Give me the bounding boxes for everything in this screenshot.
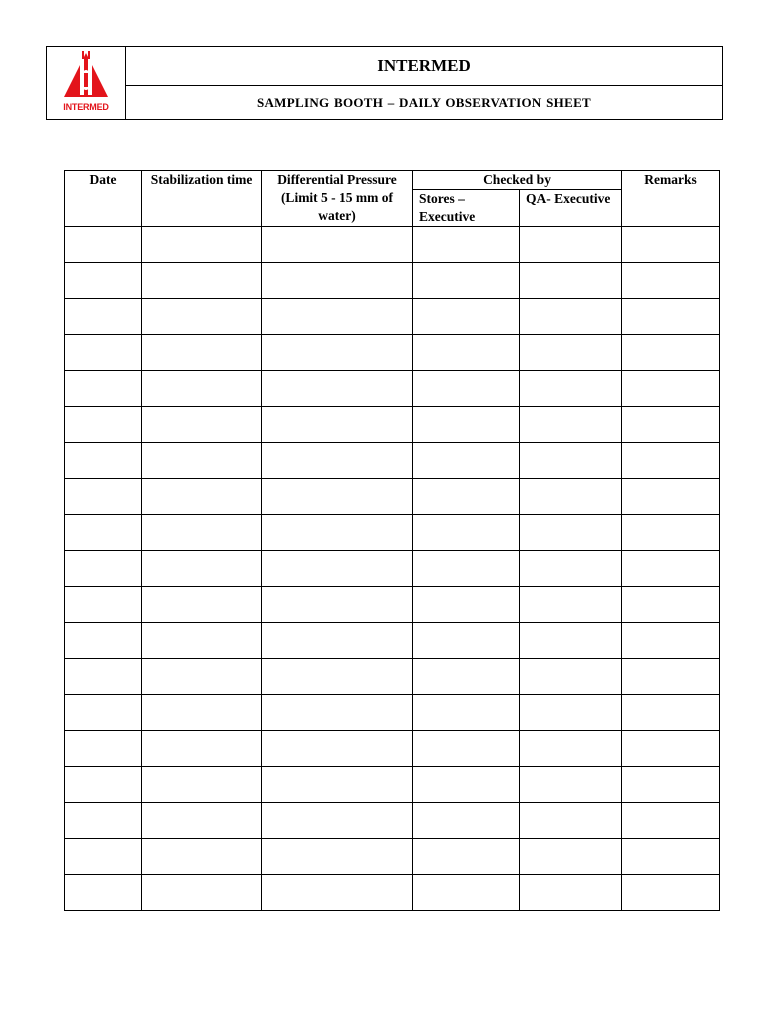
- date-cell[interactable]: [65, 587, 142, 623]
- qa-cell[interactable]: [520, 803, 622, 839]
- table-row: [65, 299, 720, 335]
- sheet-title: SAMPLING BOOTH – DAILY OBSERVATION SHEET: [126, 86, 723, 120]
- pressure-cell[interactable]: [262, 839, 413, 875]
- pressure-cell[interactable]: [262, 695, 413, 731]
- date-cell[interactable]: [65, 479, 142, 515]
- stores-cell[interactable]: [413, 767, 520, 803]
- pressure-cell[interactable]: [262, 767, 413, 803]
- stabilization-cell[interactable]: [142, 623, 262, 659]
- stores-cell[interactable]: [413, 731, 520, 767]
- pressure-cell[interactable]: [262, 407, 413, 443]
- stores-cell[interactable]: [413, 587, 520, 623]
- pressure-cell[interactable]: [262, 227, 413, 263]
- remarks-cell[interactable]: [622, 695, 720, 731]
- remarks-cell[interactable]: [622, 479, 720, 515]
- remarks-cell[interactable]: [622, 299, 720, 335]
- stores-cell[interactable]: [413, 371, 520, 407]
- qa-cell[interactable]: [520, 299, 622, 335]
- remarks-cell[interactable]: [622, 767, 720, 803]
- stores-cell[interactable]: [413, 551, 520, 587]
- pressure-cell[interactable]: [262, 371, 413, 407]
- col-stabilization-time: Stabilization time: [142, 171, 262, 227]
- qa-cell[interactable]: [520, 479, 622, 515]
- remarks-cell[interactable]: [622, 515, 720, 551]
- stores-cell[interactable]: [413, 875, 520, 911]
- stabilization-cell[interactable]: [142, 227, 262, 263]
- table-row: [65, 227, 720, 263]
- date-cell[interactable]: [65, 371, 142, 407]
- qa-cell[interactable]: [520, 515, 622, 551]
- stores-cell[interactable]: [413, 407, 520, 443]
- table-row: [65, 263, 720, 299]
- qa-cell[interactable]: [520, 731, 622, 767]
- stabilization-cell[interactable]: [142, 587, 262, 623]
- col-stores-executive: Stores – Executive: [413, 190, 520, 227]
- stabilization-cell[interactable]: [142, 407, 262, 443]
- pressure-cell[interactable]: [262, 731, 413, 767]
- stores-cell[interactable]: [413, 515, 520, 551]
- stores-cell[interactable]: [413, 803, 520, 839]
- col-qa-executive: QA- Executive: [520, 190, 622, 227]
- stabilization-cell[interactable]: [142, 515, 262, 551]
- remarks-cell[interactable]: [622, 263, 720, 299]
- stabilization-cell[interactable]: [142, 839, 262, 875]
- stabilization-cell[interactable]: [142, 695, 262, 731]
- date-cell[interactable]: [65, 299, 142, 335]
- qa-cell[interactable]: [520, 839, 622, 875]
- table-row: [65, 335, 720, 371]
- intermed-logo: [56, 49, 116, 113]
- table-row: [65, 659, 720, 695]
- qa-cell[interactable]: [520, 767, 622, 803]
- remarks-cell[interactable]: [622, 659, 720, 695]
- pressure-cell[interactable]: [262, 587, 413, 623]
- date-cell[interactable]: [65, 443, 142, 479]
- stores-cell[interactable]: [413, 335, 520, 371]
- stores-cell[interactable]: [413, 263, 520, 299]
- date-cell[interactable]: [65, 875, 142, 911]
- date-cell[interactable]: [65, 839, 142, 875]
- col-checked-by: Checked by: [413, 171, 622, 190]
- pressure-cell[interactable]: [262, 515, 413, 551]
- observation-table: [64, 170, 720, 911]
- pressure-cell[interactable]: [262, 263, 413, 299]
- date-cell[interactable]: [65, 515, 142, 551]
- qa-cell[interactable]: [520, 227, 622, 263]
- logo-cell: [47, 47, 126, 120]
- table-row: [65, 587, 720, 623]
- logo-wordmark: INTERMED: [63, 101, 109, 112]
- stabilization-cell[interactable]: [142, 731, 262, 767]
- pressure-cell[interactable]: [262, 335, 413, 371]
- stabilization-cell[interactable]: [142, 443, 262, 479]
- date-cell[interactable]: [65, 623, 142, 659]
- remarks-cell[interactable]: [622, 407, 720, 443]
- qa-cell[interactable]: [520, 695, 622, 731]
- remarks-cell[interactable]: [622, 443, 720, 479]
- stabilization-cell[interactable]: [142, 803, 262, 839]
- stores-cell[interactable]: [413, 839, 520, 875]
- date-cell[interactable]: [65, 767, 142, 803]
- remarks-cell[interactable]: [622, 587, 720, 623]
- stores-cell[interactable]: [413, 659, 520, 695]
- remarks-cell[interactable]: [622, 803, 720, 839]
- qa-cell[interactable]: [520, 335, 622, 371]
- qa-cell[interactable]: [520, 659, 622, 695]
- pressure-cell[interactable]: [262, 443, 413, 479]
- pressure-cell[interactable]: [262, 479, 413, 515]
- date-cell[interactable]: [65, 659, 142, 695]
- col-differential-pressure: Differential Pressure (Limit 5 - 15 mm of water): [262, 171, 413, 227]
- stores-cell[interactable]: [413, 227, 520, 263]
- stabilization-cell[interactable]: [142, 263, 262, 299]
- stores-cell[interactable]: [413, 695, 520, 731]
- date-cell[interactable]: [65, 227, 142, 263]
- table-row: [65, 551, 720, 587]
- table-row: [65, 803, 720, 839]
- table-row: [65, 443, 720, 479]
- flask-icon: [56, 49, 116, 101]
- table-row: [65, 839, 720, 875]
- qa-cell[interactable]: [520, 263, 622, 299]
- stabilization-cell[interactable]: [142, 335, 262, 371]
- date-cell[interactable]: [65, 551, 142, 587]
- date-cell[interactable]: [65, 263, 142, 299]
- qa-cell[interactable]: [520, 407, 622, 443]
- stabilization-cell[interactable]: [142, 479, 262, 515]
- remarks-cell[interactable]: [622, 875, 720, 911]
- stores-cell[interactable]: [413, 299, 520, 335]
- qa-cell[interactable]: [520, 875, 622, 911]
- remarks-cell[interactable]: [622, 371, 720, 407]
- pressure-cell[interactable]: [262, 623, 413, 659]
- header-row: [65, 171, 720, 190]
- qa-cell[interactable]: [520, 371, 622, 407]
- stores-cell[interactable]: [413, 443, 520, 479]
- remarks-cell[interactable]: [622, 623, 720, 659]
- stabilization-cell[interactable]: [142, 371, 262, 407]
- table-row: [65, 767, 720, 803]
- pressure-cell[interactable]: [262, 551, 413, 587]
- qa-cell[interactable]: [520, 623, 622, 659]
- remarks-cell[interactable]: [622, 227, 720, 263]
- date-cell[interactable]: [65, 695, 142, 731]
- date-cell[interactable]: [65, 803, 142, 839]
- table-body: [65, 227, 720, 911]
- stabilization-cell[interactable]: [142, 659, 262, 695]
- remarks-cell[interactable]: [622, 335, 720, 371]
- pressure-cell[interactable]: [262, 299, 413, 335]
- table-row: [65, 695, 720, 731]
- header-table: [46, 46, 723, 120]
- pressure-cell[interactable]: [262, 659, 413, 695]
- stabilization-cell[interactable]: [142, 875, 262, 911]
- table-row: [65, 515, 720, 551]
- table-row: [65, 479, 720, 515]
- stores-cell[interactable]: [413, 623, 520, 659]
- table-row: [65, 875, 720, 911]
- date-cell[interactable]: [65, 731, 142, 767]
- date-cell[interactable]: [65, 335, 142, 371]
- remarks-cell[interactable]: [622, 551, 720, 587]
- stabilization-cell[interactable]: [142, 551, 262, 587]
- qa-cell[interactable]: [520, 587, 622, 623]
- table-row: [65, 371, 720, 407]
- col-remarks: Remarks: [622, 171, 720, 227]
- qa-cell[interactable]: [520, 551, 622, 587]
- date-cell[interactable]: [65, 407, 142, 443]
- pressure-cell[interactable]: [262, 803, 413, 839]
- remarks-cell[interactable]: [622, 731, 720, 767]
- company-name: INTERMED: [126, 47, 723, 86]
- stabilization-cell[interactable]: [142, 299, 262, 335]
- table-row: [65, 623, 720, 659]
- table-row: [65, 731, 720, 767]
- stabilization-cell[interactable]: [142, 767, 262, 803]
- qa-cell[interactable]: [520, 443, 622, 479]
- table-row: [65, 407, 720, 443]
- pressure-cell[interactable]: [262, 875, 413, 911]
- col-date: Date: [65, 171, 142, 227]
- stores-cell[interactable]: [413, 479, 520, 515]
- remarks-cell[interactable]: [622, 839, 720, 875]
